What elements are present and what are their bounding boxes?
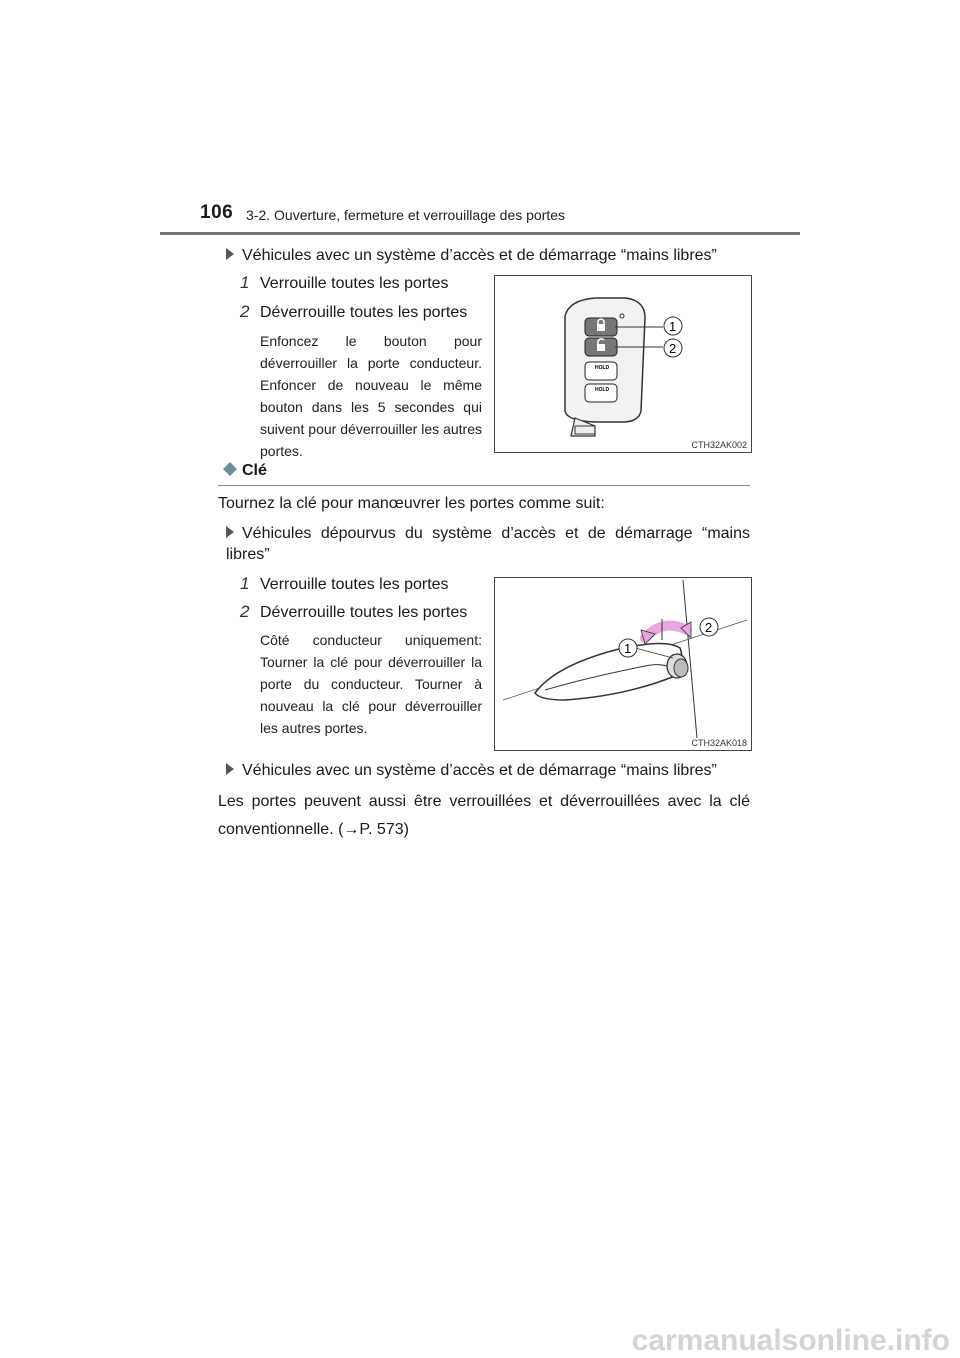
item-label: Déverrouille toutes les portes <box>260 604 468 621</box>
header-rule <box>160 232 800 235</box>
page-number: 106 <box>200 202 234 223</box>
callout-2: 2 <box>705 620 713 635</box>
smart-key-illustration <box>495 276 751 452</box>
unlock-glyph <box>597 344 605 351</box>
item-number: 2 <box>240 602 250 621</box>
item-number: 1 <box>240 574 250 593</box>
key-head <box>674 659 688 677</box>
door-handle <box>535 643 682 700</box>
figure-code: CTH32AK002 <box>691 440 747 450</box>
triangle-bullet-icon <box>226 763 234 775</box>
smart-key-heading: Véhicules avec un système d’accès et de démarrage “mains libres” <box>226 245 717 266</box>
item-number: 1 <box>240 273 250 292</box>
door-key-figure <box>494 577 752 751</box>
subhead-cle: Clé <box>222 461 267 480</box>
item-label: Déverrouille toutes les portes <box>260 304 468 321</box>
key-note: Côté conducteur uniquement: Tourner la clé pour déverrouiller la porte du conducteur. Tourner à nouveau la clé pour déverrouiller les autres portes. <box>260 632 482 736</box>
smart-key-item-1 <box>240 273 449 293</box>
item-label: Verrouille toutes les portes <box>260 275 449 292</box>
key-heading: Véhicules dépourvus du système d’accès et de démarrage “mains libres” <box>226 525 750 563</box>
item-label: Verrouille toutes les portes <box>260 576 449 593</box>
figure-code: CTH32AK018 <box>691 738 747 748</box>
smart-key-note: Enfoncez le bouton pour déverrouiller la porte conducteur. Enfoncer de nouveau le même bouton dans les 5 secondes qui suivent pour déverrouiller les autres portes. <box>260 333 482 459</box>
smart-key-figure <box>494 275 752 453</box>
key-fob-body <box>565 298 645 422</box>
key-paragraph: Les portes peuvent aussi être verrouillées et déverrouillées avec la clé conventionnelle. (→P. 573) <box>218 793 750 838</box>
triangle-bullet-icon <box>226 248 234 260</box>
item-number: 2 <box>240 302 250 321</box>
callout-1: 1 <box>624 641 632 656</box>
key-intro: Tournez la clé pour manœuvrer les portes comme suit: <box>218 495 605 512</box>
key-heading-2: Véhicules avec un système d’accès et de démarrage “mains libres” <box>226 760 717 781</box>
key-item-2 <box>240 602 467 622</box>
hold-label-1: HOLD <box>595 365 610 371</box>
triangle-bullet-icon <box>226 526 234 538</box>
watermark: carmanualsonline.info <box>631 1324 950 1357</box>
section-title: 3-2. Ouverture, fermeture et verrouillage des portes <box>246 207 566 223</box>
smart-key-item-2 <box>240 302 467 322</box>
callout-2: 2 <box>669 341 677 356</box>
subhead-rule <box>218 485 750 486</box>
hold-label-2: HOLD <box>595 387 610 393</box>
callout-1: 1 <box>669 319 677 334</box>
diamond-icon <box>222 461 238 477</box>
lock-glyph <box>597 324 605 331</box>
door-key-illustration <box>495 578 751 750</box>
key-item-1 <box>240 574 449 594</box>
